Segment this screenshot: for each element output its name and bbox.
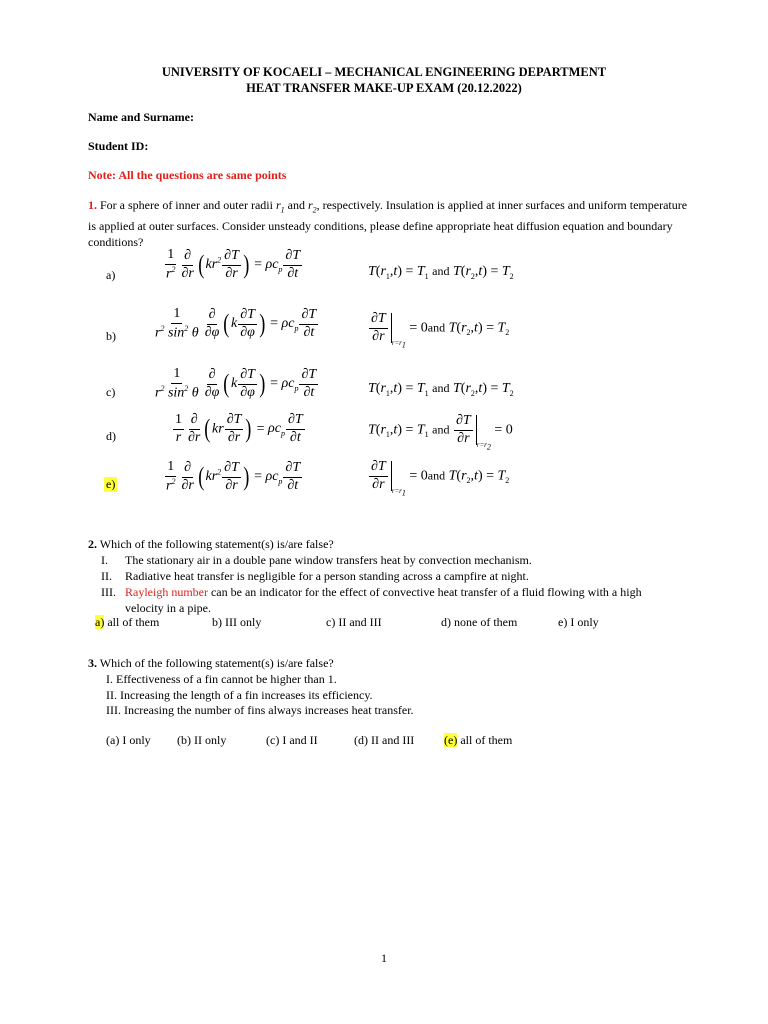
- page-number: 1: [381, 951, 387, 965]
- q1-option-c-bc: $T(r_1,t) = T_1$ and $T(r_2,t) = T_2$: [368, 381, 514, 398]
- statement-number: II.: [101, 569, 112, 583]
- answer-text: III only: [222, 615, 262, 629]
- q3-statement-2: II. Increasing the length of a fin increases its efficiency.: [106, 688, 373, 702]
- answer-label: b): [212, 615, 222, 629]
- q3-answer-a[interactable]: [106, 733, 151, 748]
- question-1-number: 1.: [88, 198, 97, 212]
- q2-answer-e[interactable]: [558, 615, 599, 630]
- q1-text-part: For a sphere of inner and outer radii: [97, 198, 276, 212]
- question-3-prompt: Which of the following statement(s) is/are false?: [99, 656, 334, 670]
- question-1-text: [88, 197, 688, 250]
- question-2-prompt: Which of the following statement(s) is/are false?: [99, 537, 334, 551]
- r2-symbol: $r_2$: [307, 198, 317, 215]
- q1-option-a-equation: $\frac{1}{r^2}$ $\frac{\partial}{\partial r}$ ($kr^2$ $\frac{\partial T}{\partial r}$ ) = $\rho c_p$ $\frac{\partial T}{\partial t}$: [166, 247, 301, 282]
- q1-option-b-equation: $\frac{1}{r^2 \sin^2 \theta}$ $\frac{\partial}{\partial\varphi}$ (k $\frac{\partial T}{\partial\varphi}$ ) = $\rho c_p$ $\frac{\partial T}{\partial t}$: [155, 306, 317, 341]
- statement-number: I.: [101, 553, 108, 567]
- answer-text: none of them: [451, 615, 518, 629]
- exam-header-title: HEAT TRANSFER MAKE-UP EXAM (20.12.2022): [246, 81, 522, 95]
- answer-label: (d): [354, 733, 368, 747]
- q2-statement-3-cont: velocity in a pipe.: [125, 601, 211, 615]
- question-3-text: [88, 656, 334, 671]
- answer-label: (e): [444, 733, 458, 747]
- q2-statement-3: [101, 585, 642, 600]
- q1-option-b-label[interactable]: b): [106, 329, 116, 343]
- rayleigh-number-term: Rayleigh number: [125, 585, 208, 599]
- answer-text: I and II: [279, 733, 318, 747]
- answer-label: d): [441, 615, 451, 629]
- q3-statement-3: III. Increasing the number of fins always increases heat transfer.: [106, 703, 414, 717]
- statement-text: Radiative heat transfer is negligible for a person standing across a campfire at night.: [125, 569, 529, 583]
- statement-text: The stationary air in a double pane window transfers heat by convection mechanism.: [125, 553, 532, 567]
- q2-statement-2: [101, 569, 529, 584]
- q2-answer-d[interactable]: [441, 615, 517, 630]
- answer-text: all of them: [457, 733, 513, 747]
- q1-option-d-equation: $\frac{1}{r}$ $\frac{\partial}{\partial r}$ (kr $\frac{\partial T}{\partial r}$ ) = $\rho c_p$ $\frac{\partial T}{\partial t}$: [175, 412, 303, 445]
- q1-option-d-bc: $T(r_1,t) = T_1$ and $\frac{\partial T}{\partial r}$ $_{r=r_2}$ = 0: [368, 413, 513, 452]
- statement-text: can be an indicator for the effect of convective heat transfer of a fluid flowing with a high: [207, 585, 642, 599]
- q1-option-e-label[interactable]: e): [106, 477, 116, 491]
- answer-label: c): [326, 615, 336, 629]
- and-word: and: [427, 320, 446, 335]
- q3-answer-b[interactable]: [177, 733, 226, 748]
- question-2-number: 2.: [88, 537, 97, 551]
- statement-number: III.: [101, 585, 116, 599]
- q3-statement-1: I. Effectiveness of a fin cannot be higher than 1.: [106, 672, 337, 686]
- q1-option-d-label[interactable]: d): [106, 429, 116, 443]
- answer-text: II and III: [368, 733, 415, 747]
- answer-label: a): [95, 615, 105, 629]
- question-2-text: [88, 537, 334, 552]
- q1-option-e-equation: $\frac{1}{r^2}$ $\frac{\partial}{\partial r}$ ($kr^2$ $\frac{\partial T}{\partial r}$ ) = $\rho c_p$ $\frac{\partial T}{\partial t}$: [166, 459, 301, 494]
- q1-option-c-equation: $\frac{1}{r^2 \sin^2 \theta}$ $\frac{\partial}{\partial\varphi}$ (k $\frac{\partial T}{\partial\varphi}$ ) = $\rho c_p$ $\frac{\partial T}{\partial t}$: [155, 366, 317, 401]
- q2-statement-1: [101, 553, 532, 568]
- q2-answer-c[interactable]: [326, 615, 382, 630]
- q3-answer-c[interactable]: [266, 733, 318, 748]
- question-3-number: 3.: [88, 656, 97, 670]
- q2-answer-a[interactable]: [95, 615, 159, 630]
- q1-option-a-label[interactable]: a): [106, 268, 116, 282]
- and-word: and: [432, 381, 450, 395]
- q1-option-b-bc: $\frac{\partial T}{\partial r}$ $_{r=r_1}$ = 0and $T(r_2,t) = T_2$: [371, 311, 510, 350]
- student-id-label: Student ID:: [88, 139, 149, 153]
- answer-text: all of them: [104, 615, 160, 629]
- answer-label: (a): [106, 733, 120, 747]
- q1-text-part: and: [284, 198, 308, 212]
- r1-symbol: $r_1$: [275, 198, 285, 215]
- name-surname-label: Name and Surname:: [88, 110, 195, 124]
- q1-option-a-bc: $T(r_1,t) = T_1$ and $T(r_2,t) = T_2$: [368, 264, 514, 281]
- q2-answer-b[interactable]: [212, 615, 261, 630]
- and-word: and: [427, 468, 446, 483]
- exam-note: Note: All the questions are same points: [88, 168, 287, 182]
- and-word: and: [432, 422, 450, 437]
- answer-text: II and III: [335, 615, 382, 629]
- q3-answer-d[interactable]: [354, 733, 414, 748]
- q3-answer-e[interactable]: [444, 733, 512, 748]
- answer-text: I only: [119, 733, 151, 747]
- answer-text: II only: [191, 733, 227, 747]
- and-word: and: [432, 264, 450, 278]
- q1-option-c-label[interactable]: c): [106, 385, 116, 399]
- answer-label: (c): [266, 733, 280, 747]
- answer-label: (b): [177, 733, 191, 747]
- answer-label: e): [558, 615, 568, 629]
- q1-option-e-bc: $\frac{\partial T}{\partial r}$ $_{r=r_1}$ = 0and $T(r_2,t) = T_2$: [371, 459, 510, 498]
- q1-text-part: , respectively. Insulation is applied at inner surfaces and uniform temperature is applied at outer surfaces. Consider unsteady conditions, please define appropriate heat diffusion equation and boundary conditions?: [88, 198, 688, 250]
- exam-header-university: UNIVERSITY OF KOCAELI – MECHANICAL ENGINEERING DEPARTMENT: [161, 65, 607, 79]
- answer-text: I only: [567, 615, 599, 629]
